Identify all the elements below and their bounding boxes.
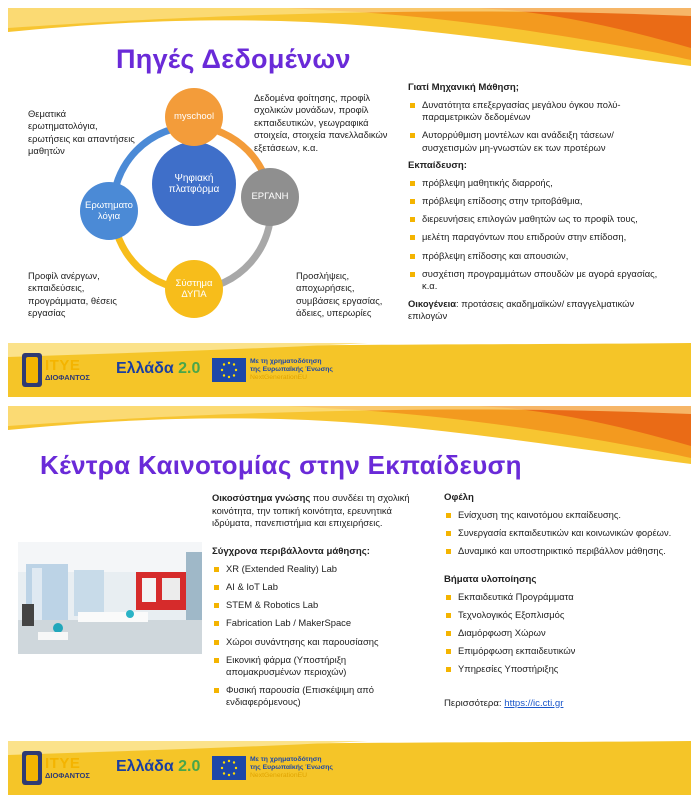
page-title: Κέντρα Καινοτομίας στην Εκπαίδευση bbox=[40, 450, 522, 480]
list-item: Αυτορρύθμιση μοντέλων και ανάδειξη τάσεων/ συσχετισμών μη-γνωστών εκ των προτέρων bbox=[408, 129, 668, 153]
list-item: πρόβλεψη μαθητικής διαρροής, bbox=[408, 177, 668, 189]
eu-flag-icon bbox=[212, 756, 246, 780]
ityc-logo-mark bbox=[22, 751, 42, 785]
annotation-dypa: Προφίλ ανέργων, εκπαιδεύσεις, προγράμματα, θέσεις εργασίας bbox=[28, 270, 117, 319]
list-item: Συνεργασία εκπαιδευτικών και κοινωνικών φορέων. bbox=[444, 527, 674, 539]
more-info-link[interactable]: https://ic.cti.gr bbox=[504, 697, 564, 709]
why-ml-heading: Γιατί Μηχανική Μάθηση; bbox=[408, 82, 519, 93]
list-item: Δυνατότητα επεξεργασίας μεγάλου όγκου πολύ-παραμετρικών δεδομένων bbox=[408, 99, 668, 123]
list-item: STEM & Robotics Lab bbox=[212, 599, 412, 611]
page-title: Πηγές Δεδομένων bbox=[116, 44, 351, 74]
list-item: Fabrication Lab / MakerSpace bbox=[212, 617, 412, 629]
education-list bbox=[408, 177, 668, 292]
middle-column bbox=[212, 492, 412, 715]
list-item: AI & IoT Lab bbox=[212, 581, 412, 593]
list-item: Χώροι συνάντησης και παρουσίασης bbox=[212, 636, 412, 648]
ellada-logo: Ελλάδα 2.0 bbox=[116, 758, 201, 775]
list-item: XR (Extended Reality) Lab bbox=[212, 563, 412, 575]
environments-list bbox=[212, 563, 412, 709]
annotation-questionnaires: Θεματικά ερωτηματολόγια, ερωτήσεις και απαντήσεις μαθητών bbox=[28, 108, 135, 157]
center-platform-node: Ψηφιακή πλατφόρμα bbox=[152, 142, 236, 226]
list-item: πρόβλεψη επίδοσης στην τριτοβάθμια, bbox=[408, 195, 668, 207]
list-item: πρόβλεψη επίδοσης και απουσιών, bbox=[408, 250, 668, 262]
list-item: Επιμόρφωση εκπαιδευτικών bbox=[444, 645, 674, 657]
annotation-ergani: Προσλήψεις, αποχωρήσεις, συμβάσεις εργασίας, άδειες, υπερωρίες bbox=[296, 270, 383, 319]
steps-list bbox=[444, 591, 674, 676]
footer-bar bbox=[8, 343, 691, 397]
footer-bar bbox=[8, 741, 691, 795]
right-column bbox=[444, 492, 674, 709]
slide-data-sources bbox=[8, 8, 691, 397]
questionnaires-node: Ερωτηματολόγια bbox=[80, 182, 138, 240]
environments-heading: Σύγχρονα περιβάλλοντα μάθησης: bbox=[212, 545, 370, 557]
list-item: Υπηρεσίες Υποστήριξης bbox=[444, 663, 674, 675]
ityc-logo: ΙΤΥΕ ΔΙΟΦΑΝΤΟΣ bbox=[22, 353, 90, 387]
benefits-heading: Οφέλη bbox=[444, 492, 474, 503]
ityc-logo: ΙΤΥΕ ΔΙΟΦΑΝΤΟΣ bbox=[22, 751, 90, 785]
list-item: διερευνήσεις επιλογών μαθητών ως το προφίλ τους, bbox=[408, 213, 668, 225]
why-ml-list bbox=[408, 99, 668, 154]
ecosystem-text: Οικοσύστημα γνώσης που συνδέει τη σχολική κοινότητα, την τοπική κοινότητα, ερευνητικά ιδρύματα, πανεπιστήμια και επιχειρήσεις. bbox=[212, 492, 410, 529]
list-item: Διαμόρφωση Χώρων bbox=[444, 627, 674, 639]
myschool-node: myschool bbox=[165, 88, 223, 146]
list-item: Ενίσχυση της καινοτόμου εκπαίδευσης. bbox=[444, 509, 674, 521]
benefits-list bbox=[444, 509, 674, 558]
more-info-line: Περισσότερα: https://ic.cti.gr bbox=[444, 697, 564, 709]
annotation-myschool: Δεδομένα φοίτησης, προφίλ σχολικών μονάδων, προφίλ εκπαιδευτικών, γεωγραφικά στοιχεία, στοιχεία πανελλαδικών εξετάσεων, κ.α. bbox=[254, 92, 388, 153]
family-line: Οικογένεια: προτάσεις ακαδημαϊκών/ επαγγελματικών επιλογών bbox=[408, 298, 635, 322]
eu-logo: Με τη χρηματοδότηση της Ευρωπαϊκής Ένωσης NextGenerationEU bbox=[212, 756, 333, 781]
list-item: Τεχνολογικός Εξοπλισμός bbox=[444, 609, 674, 621]
list-item: συσχέτιση προγραμμάτων σπουδών με αγορά εργασίας, κ.α. bbox=[408, 268, 668, 292]
ellada-logo: Ελλάδα 2.0 bbox=[116, 360, 201, 377]
list-item: Φυσική παρουσία (Επισκέψιμη από ενδιαφερόμενους) bbox=[212, 684, 412, 708]
steps-heading: Βήματα υλοποίησης bbox=[444, 573, 537, 585]
lab-photo bbox=[18, 542, 202, 654]
list-item: Εκπαιδευτικά Προγράμματα bbox=[444, 591, 674, 603]
list-item: Εικονική φάρμα (Υποστήριξη απομακρυσμένων περιοχών) bbox=[212, 654, 412, 678]
ityc-logo-mark bbox=[22, 353, 42, 387]
slide-innovation-centers bbox=[8, 406, 691, 795]
dypa-node: Σύστημα ΔΥΠΑ bbox=[165, 260, 223, 318]
ergani-node: ΕΡΓΑΝΗ bbox=[241, 168, 299, 226]
eu-logo: Με τη χρηματοδότηση της Ευρωπαϊκής Ένωσης NextGenerationEU bbox=[212, 358, 333, 383]
right-column bbox=[408, 82, 668, 323]
education-heading: Εκπαίδευση: bbox=[408, 159, 467, 171]
list-item: Δυναμικό και υποστηρικτικό περιβάλλον μάθησης. bbox=[444, 545, 674, 557]
eu-flag-icon bbox=[212, 358, 246, 382]
list-item: μελέτη παραγόντων που επιδρούν στην επίδοση, bbox=[408, 231, 668, 243]
